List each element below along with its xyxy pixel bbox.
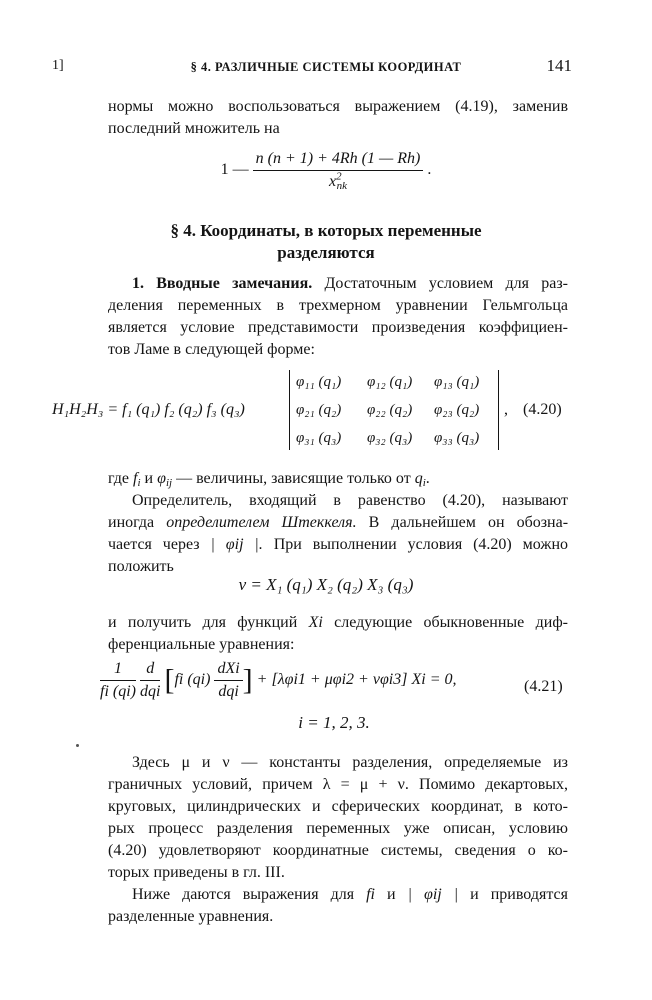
text-line: ференциальные уравнения: — [108, 636, 295, 653]
text-line — [108, 273, 568, 295]
running-head: § 4. РАЗЛИЧНЫЕ СИСТЕМЫ КООРДИНАТ — [190, 60, 462, 74]
intro-paragraph — [108, 96, 568, 140]
italic-term: определителем Штеккеля. — [166, 514, 357, 531]
text-line — [108, 884, 568, 906]
formula-replacement-factor — [0, 150, 652, 191]
text-span: и — [386, 886, 396, 903]
fraction-denominator — [253, 171, 424, 191]
text-span: чается через — [108, 536, 200, 553]
fraction-dx-dq — [214, 660, 242, 701]
text-line: (4.20) удовлетворяют координатные системы, сведения о ко- — [108, 842, 568, 859]
text-line: граничных условий, причем λ = μ + ν. Помимо декартовых, — [108, 776, 568, 793]
det-cell: φ₃₃ (q₃) — [434, 430, 480, 446]
equation-comma: , — [504, 401, 508, 418]
formula-end: . — [427, 161, 432, 179]
denominator-sup: 2 — [336, 170, 342, 183]
symbol-xi: Xi — [308, 614, 323, 631]
fraction-numerator: d — [140, 660, 160, 681]
text-span: Ниже даются выражения для — [132, 886, 355, 903]
bracket-inner: fi (qi) — [174, 671, 211, 689]
det-cell: φ₂₁ (q₂) — [296, 402, 342, 418]
para-separation-constants — [108, 752, 568, 884]
text-span: . — [425, 470, 430, 487]
para-intro-remarks — [108, 273, 568, 361]
para-ode-intro — [108, 612, 568, 656]
symbol-f — [133, 470, 141, 487]
text-span: и — [144, 470, 154, 487]
text-span: При выполнении условия (4.20) можно — [273, 536, 568, 553]
det-cell: φ₁₂ (q₁) — [367, 374, 413, 390]
text-line — [108, 468, 568, 490]
text-span: и получить для функций — [108, 614, 298, 631]
subsection-heading: 1. Вводные замечания. — [132, 275, 313, 292]
text-line: Определитель, входящий в равенство (4.20), называют — [132, 492, 568, 509]
formula-lead: 1 — — [220, 161, 249, 179]
para-stackel — [108, 490, 568, 578]
fraction-d-dq — [140, 660, 160, 701]
fraction-numerator: n (n + 1) + 4Rh (1 — Rh) — [253, 150, 424, 171]
det-cell: φ₂₂ (q₂) — [367, 402, 413, 418]
det-cell: φ₃₂ (q₃) — [367, 430, 413, 446]
symbol-sub: i — [137, 477, 141, 489]
fraction-denominator: dqi — [218, 683, 239, 700]
fraction-numerator: dXi — [214, 660, 242, 681]
text-line: торых приведены в гл. III. — [108, 864, 285, 881]
symbol-phi — [157, 470, 172, 487]
symbol-q — [415, 470, 426, 487]
text-line: последний множитель на — [108, 120, 280, 137]
denominator-sub: nk — [336, 180, 347, 192]
text-line — [108, 512, 568, 534]
text-line: тов Ламе в следующей форме: — [108, 341, 315, 358]
text-span: иногда — [108, 514, 155, 531]
fraction-denominator: fi (qi) — [100, 683, 136, 700]
equation-index-line: i = 1, 2, 3. — [298, 713, 370, 732]
text-span: Достаточным условием для раз- — [324, 275, 568, 292]
symbol-base: f — [133, 470, 138, 487]
text-line: нормы можно воспользоваться выражением (4.19), заменив — [108, 98, 568, 115]
equation-v-product: v = X₁ (q₁) X₂ (q₂) X₃ (q₃) — [238, 575, 414, 594]
text-line: разделенные уравнения. — [108, 908, 274, 925]
header-chapter-mark: 1] — [52, 58, 64, 73]
symbol-base: q — [414, 470, 423, 487]
section-title-line1: § 4. Координаты, в которых переменные — [170, 221, 482, 240]
para-closing — [108, 884, 568, 928]
equation-rest: + [λφi1 + μφi2 + νφi3] Xi = 0, — [256, 671, 457, 689]
bracket-close: ] — [242, 663, 253, 697]
text-span: — величины, зависящие только от — [176, 470, 411, 487]
symbol-sub: ij — [165, 477, 173, 489]
text-span: В дальнейшем он обозна- — [368, 514, 568, 531]
denominator-base: x — [329, 173, 337, 190]
fraction-one-over-f — [100, 660, 136, 701]
equation-lhs: H₁H₂H₃ = f₁ (q₁) f₂ (q₂) f₃ (q₃) — [52, 401, 245, 418]
text-line: является условие представимости произведения коэффициен- — [108, 319, 568, 336]
fraction-numerator: 1 — [100, 660, 136, 681]
page-number: 141 — [546, 56, 572, 75]
det-cell: φ₁₃ (q₁) — [434, 374, 480, 390]
text-line: положить — [108, 558, 174, 575]
det-cell: φ₃₁ (q₃) — [296, 430, 342, 446]
bracket-open: [ — [164, 663, 175, 697]
equation-number: (4.20) — [523, 401, 562, 418]
symbol-sub: i — [422, 477, 426, 489]
equation-number: (4.21) — [524, 678, 563, 695]
symbol-base: φ — [157, 470, 166, 487]
text-line — [108, 612, 568, 634]
text-span: где — [108, 470, 130, 487]
det-cell: φ₁₁ (q₁) — [296, 374, 342, 390]
print-speck — [76, 744, 79, 747]
det-cell: φ₂₃ (q₂) — [434, 402, 480, 418]
text-line: круговых, цилиндрических и сферических координат, в кото- — [108, 798, 568, 815]
symbol-phi-ij: | φij | — [407, 886, 459, 903]
symbol-fi: fi — [366, 886, 375, 903]
equation-4-21 — [100, 660, 456, 701]
text-span: следующие обыкновенные диф- — [334, 614, 568, 631]
text-span: и приводятся — [470, 886, 568, 903]
fraction-denominator: dqi — [140, 683, 161, 700]
symbol-phi-ij: | φij |. — [210, 536, 263, 553]
text-line: деления переменных в трехмерном уравнении Гельмгольца — [108, 297, 568, 314]
section-title-line2: разделяются — [277, 243, 375, 262]
where-line — [108, 468, 568, 490]
text-line: рых процесс разделения переменных уже описан, условию — [108, 820, 568, 837]
text-line — [108, 534, 568, 556]
formula-fraction — [253, 150, 424, 191]
text-line: Здесь μ и ν — константы разделения, определяемые из — [132, 754, 568, 771]
